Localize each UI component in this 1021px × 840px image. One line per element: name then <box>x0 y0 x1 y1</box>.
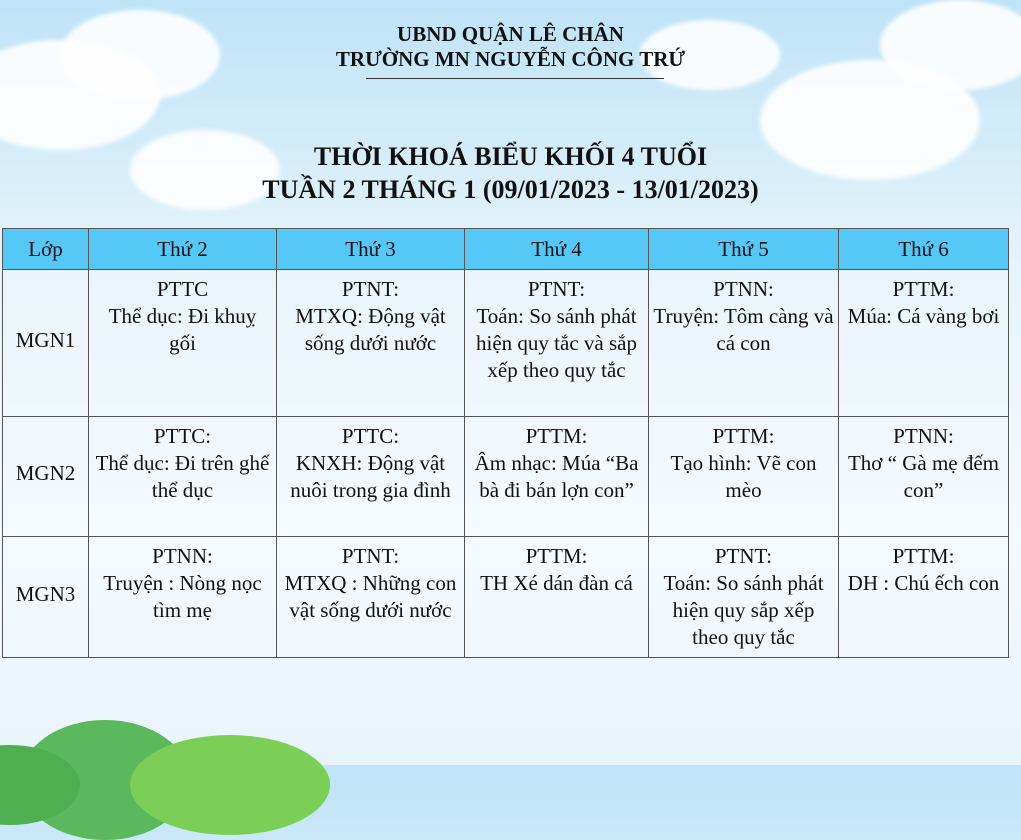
subject-area: PTNT: <box>527 277 586 301</box>
subject-area: PTTC: <box>341 424 400 448</box>
schedule-cell <box>465 537 649 658</box>
schedule-cell <box>89 537 277 658</box>
title-line-2: TUẦN 2 THÁNG 1 (09/01/2023 - 13/01/2023) <box>262 175 759 204</box>
timetable <box>2 228 1009 658</box>
activity: Toán: So sánh phát hiện quy tắc và sắp xếp theo quy tắc <box>476 304 637 382</box>
subject-area: PTNN: <box>893 424 954 448</box>
title-line-1: THỜI KHOÁ BIỂU KHỐI 4 TUỔI <box>313 142 708 171</box>
activity: Truyện : Nòng nọc tìm mẹ <box>103 571 262 622</box>
activity: Truyện: Tôm càng và cá con <box>653 304 834 355</box>
column-header: Thứ 5 <box>649 229 839 270</box>
activity: MTXQ : Những con vật sống dưới nước <box>284 571 457 622</box>
district-name: UBND QUẬN LÊ CHÂN <box>397 22 624 46</box>
class-name: MGN2 <box>3 417 89 537</box>
activity: TH Xé dán đàn cá <box>480 571 633 595</box>
schedule-cell <box>649 270 839 417</box>
schedule-cell <box>89 270 277 417</box>
subject-area: PTNT: <box>714 544 773 568</box>
subject-area: PTNT: <box>341 277 400 301</box>
column-header: Thứ 4 <box>465 229 649 270</box>
schedule-cell <box>89 417 277 537</box>
column-header: Lớp <box>3 229 89 270</box>
school-name: TRƯỜNG MN NGUYỄN CÔNG TRỨ <box>335 47 686 71</box>
activity: Múa: Cá vàng bơi <box>847 304 1000 328</box>
organization-header <box>0 22 1021 72</box>
activity: Toán: So sánh phát hiện quy sắp xếp theo quy tắc <box>663 571 824 649</box>
schedule-cell <box>277 537 465 658</box>
subject-area: PTNN: <box>713 277 774 301</box>
subject-area: PTTC <box>156 277 209 301</box>
subject-area: PTNN: <box>152 544 213 568</box>
activity: Thể dục: Đi trên ghế thể dục <box>95 451 270 502</box>
column-header: Thứ 2 <box>89 229 277 270</box>
activity: DH : Chú ếch con <box>847 571 1000 595</box>
subject-area: PTTM: <box>525 544 588 568</box>
schedule-cell <box>839 537 1009 658</box>
schedule-cell <box>277 270 465 417</box>
page-title <box>0 140 1021 206</box>
subject-area: PTNT: <box>341 544 400 568</box>
table-row <box>3 537 1009 658</box>
header-divider <box>366 78 664 79</box>
subject-area: PTTM: <box>525 424 588 448</box>
schedule-cell <box>465 417 649 537</box>
class-name: MGN1 <box>3 270 89 417</box>
activity: Thể dục: Đi khuỵ gối <box>108 304 257 355</box>
column-header: Thứ 6 <box>839 229 1009 270</box>
schedule-cell <box>839 417 1009 537</box>
activity: KNXH: Động vật nuôi trong gia đình <box>290 451 451 502</box>
schedule-cell <box>649 417 839 537</box>
activity: MTXQ: Động vật sống dưới nước <box>295 304 446 355</box>
schedule-cell <box>839 270 1009 417</box>
subject-area: PTTC: <box>153 424 212 448</box>
activity: Thơ “ Gà mẹ đếm con” <box>847 451 1000 502</box>
subject-area: PTTM: <box>892 544 955 568</box>
activity: Tạo hình: Vẽ con mèo <box>670 451 817 502</box>
table-row <box>3 417 1009 537</box>
subject-area: PTTM: <box>712 424 775 448</box>
schedule-cell <box>649 537 839 658</box>
schedule-cell <box>277 417 465 537</box>
column-header: Thứ 3 <box>277 229 465 270</box>
header-row <box>3 229 1009 270</box>
activity: Âm nhạc: Múa “Ba bà đi bán lợn con” <box>474 451 639 502</box>
class-name: MGN3 <box>3 537 89 658</box>
table-row <box>3 270 1009 417</box>
subject-area: PTTM: <box>892 277 955 301</box>
schedule-cell <box>465 270 649 417</box>
